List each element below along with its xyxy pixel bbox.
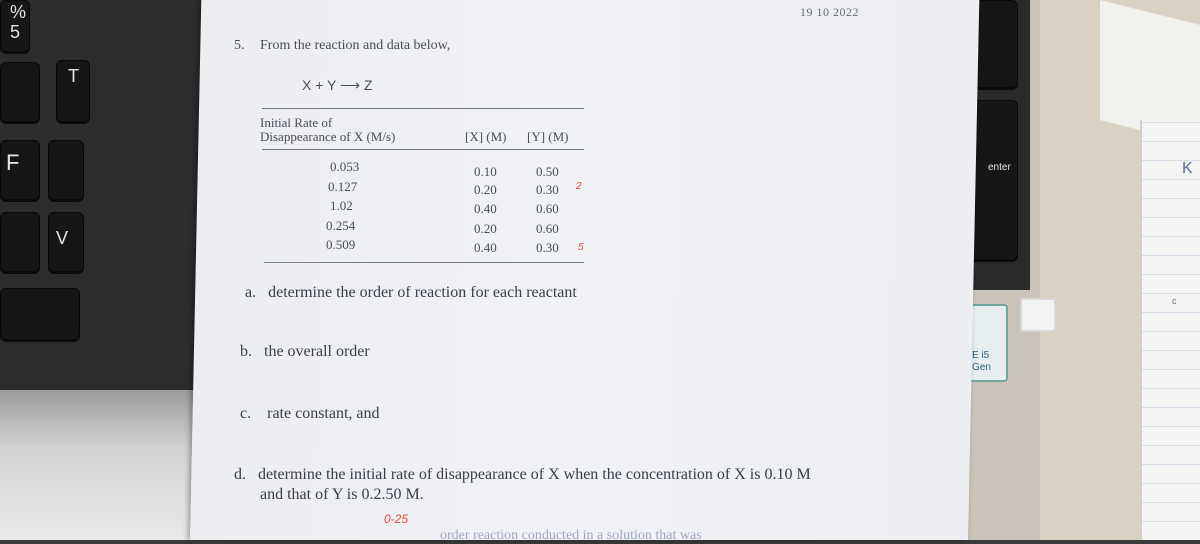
part-a bbox=[245, 284, 577, 302]
part-d-text-line1: determine the initial rate of disappearance of X when the concentration of X is 0.10 M bbox=[258, 466, 811, 483]
key-t: T bbox=[56, 60, 90, 122]
handwritten-mark: 5 bbox=[578, 242, 584, 253]
key-v: V bbox=[48, 212, 84, 272]
question-text: From the reaction and data below, bbox=[260, 38, 451, 53]
key-g bbox=[48, 140, 84, 200]
y-cell: 0.60 bbox=[536, 201, 559, 216]
key-enter: enter bbox=[958, 100, 1018, 260]
x-conc-header: [X] (M) bbox=[465, 129, 507, 144]
part-d-text-line2: and that of Y is 0.2.50 M. bbox=[260, 486, 424, 503]
key-c bbox=[0, 212, 40, 272]
part-a-text: determine the order of reaction for each reactant bbox=[268, 284, 577, 301]
part-b-text: the overall order bbox=[264, 343, 370, 360]
y-cell: 0.60 bbox=[536, 221, 559, 236]
y-cell: 0.50 bbox=[536, 164, 559, 179]
y-cell: 0.30 bbox=[536, 182, 559, 197]
key-f: F bbox=[0, 140, 40, 200]
part-a-label: a. bbox=[245, 284, 257, 301]
key-r bbox=[0, 62, 40, 122]
rate-cell: 0.254 bbox=[326, 218, 356, 233]
intel-sticker: E i5 Gen bbox=[964, 304, 1008, 382]
white-square bbox=[1020, 298, 1056, 332]
rate-cell: 0.053 bbox=[330, 159, 360, 174]
part-b-label: b. bbox=[240, 343, 252, 360]
handwritten-mark: 2 bbox=[576, 181, 582, 192]
rate-cell: 0.509 bbox=[326, 237, 356, 252]
x-cell: 0.20 bbox=[474, 182, 497, 197]
rate-header: Initial Rate of Disappearance of X (M/s) bbox=[260, 115, 396, 144]
part-b bbox=[240, 343, 370, 361]
rate-cell: 1.02 bbox=[330, 198, 353, 213]
part-c-label: c. bbox=[240, 405, 252, 422]
part-c bbox=[240, 405, 380, 423]
part-d-label: d. bbox=[234, 466, 246, 483]
x-cell: 0.10 bbox=[474, 164, 497, 179]
x-cell: 0.40 bbox=[474, 201, 497, 216]
key-space bbox=[0, 288, 80, 340]
part-c-text: rate constant, and bbox=[267, 405, 380, 422]
table-bottom-rule bbox=[264, 262, 584, 263]
rate-cell: 0.127 bbox=[328, 179, 358, 194]
part-d bbox=[234, 465, 811, 505]
reaction-equation: X + Y ⟶ Z bbox=[302, 77, 373, 93]
table-header-rule bbox=[262, 149, 584, 150]
handwritten-answer: 0-25 bbox=[384, 512, 409, 526]
date-stamp: 19 10 2022 bbox=[800, 5, 859, 19]
table-top-rule bbox=[262, 108, 584, 109]
y-conc-header: [Y] (M) bbox=[527, 129, 569, 144]
bleed-through-text: order reaction conducted in a solution that was bbox=[440, 528, 702, 543]
background-notebook: K c bbox=[1140, 120, 1200, 540]
x-cell: 0.40 bbox=[474, 240, 497, 255]
x-cell: 0.20 bbox=[474, 221, 497, 236]
y-cell: 0.30 bbox=[536, 240, 559, 255]
question-number: 5. bbox=[234, 38, 245, 53]
key-percent: % 5 bbox=[0, 0, 30, 52]
